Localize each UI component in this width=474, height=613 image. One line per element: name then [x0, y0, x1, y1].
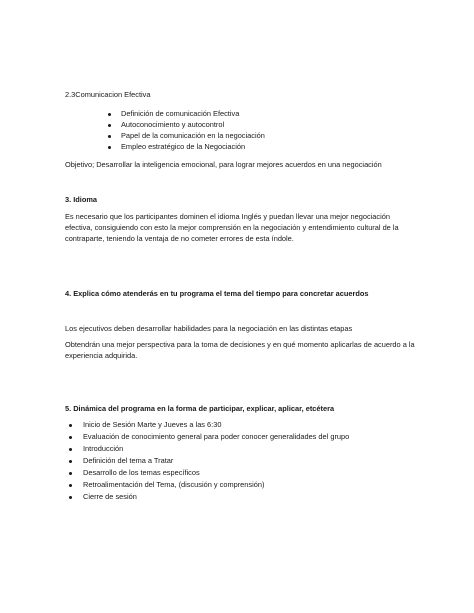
section-2-heading: 2.3Comunicacion Efectiva: [65, 90, 151, 99]
bullet-icon: [108, 146, 111, 149]
list-item: Definición del tema a Tratar: [83, 456, 174, 465]
list-item: Autoconocimiento y autocontrol: [121, 120, 225, 129]
list-item: Introducción: [83, 444, 124, 453]
bullet-icon: [69, 448, 72, 451]
section-2-objective: Objetivo; Desarrollar la inteligencia emocional, para lograr mejores acuerdos en una negociación: [65, 160, 382, 169]
section-4-paragraph-2: Obtendrán una mejor perspectiva para la toma de decisiones y en qué momento aplicarlas de acuerdo a la experiencia adquirida.: [65, 340, 415, 360]
list-item: Papel de la comunicación en la negociación: [121, 131, 265, 140]
section-3-heading: 3. Idioma: [65, 195, 98, 204]
list-item: Evaluación de conocimiento general para poder conocer generalidades del grupo: [83, 432, 350, 441]
section-5-heading: 5. Dinámica del programa en la forma de participar, explicar, aplicar, etcétera: [65, 404, 335, 413]
bullet-icon: [69, 484, 72, 487]
list-item: Retroalimentación del Tema, (discusión y comprensión): [83, 480, 265, 489]
section-4-heading: 4. Explica cómo atenderás en tu programa el tema del tiempo para concretar acuerdos: [65, 289, 369, 298]
bullet-icon: [69, 460, 72, 463]
list-item: Inicio de Sesión Marte y Jueves a las 6:30: [83, 420, 222, 429]
bullet-icon: [69, 472, 72, 475]
bullet-icon: [69, 496, 72, 499]
list-item: Definición de comunicación Efectiva: [121, 109, 240, 118]
bullet-icon: [108, 124, 111, 127]
section-3-body: Es necesario que los participantes dominen el idioma Inglés y puedan llevar una mejor negociación efectiva, consiguiendo con esto la mejor comprensión en la negociación y entendimiento cultural de la contraparte, teniendo la ventaja de no cometer errores de esta índole.: [65, 212, 399, 243]
bullet-icon: [69, 424, 72, 427]
list-item: Cierre de sesión: [83, 492, 137, 501]
section-4-paragraph-1: Los ejecutivos deben desarrollar habilidades para la negociación en las distintas etapas: [65, 324, 353, 333]
list-item: Desarrollo de los temas específicos: [83, 468, 200, 477]
list-item: Empleo estratégico de la Negociación: [121, 142, 246, 151]
bullet-icon: [69, 436, 72, 439]
bullet-icon: [108, 135, 111, 138]
bullet-icon: [108, 113, 111, 116]
